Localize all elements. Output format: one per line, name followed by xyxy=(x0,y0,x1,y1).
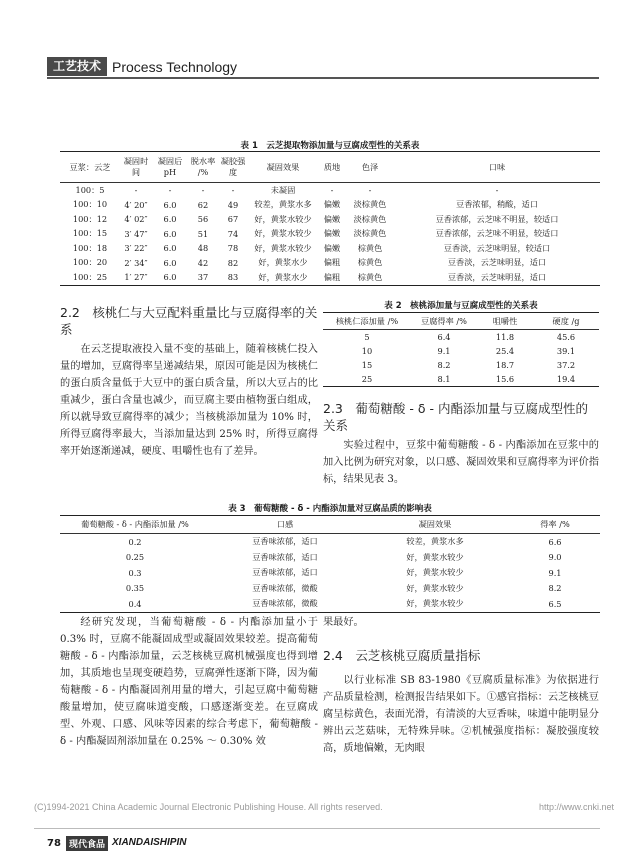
table-cell: 棕黄色 xyxy=(357,257,383,268)
table-cell: 6.0 xyxy=(163,243,177,254)
table-cell: 3′ 22″ xyxy=(124,243,148,254)
analysis-cont-text: 果最好。 xyxy=(323,617,364,628)
table-cell: 0.4 xyxy=(60,596,210,612)
table-cell: 好，黄浆水较少 xyxy=(254,228,312,239)
table-row xyxy=(60,270,600,285)
table-cell: 2′ 34″ xyxy=(124,257,148,268)
table-cell: - xyxy=(168,185,172,196)
table-cell: 好，黄浆水较少 xyxy=(254,213,312,224)
table-cell: 49 xyxy=(227,199,239,210)
table-cell: 25 xyxy=(323,372,411,387)
table-cell: 4′ 20″ xyxy=(124,199,148,210)
table-cell: 较差，黄浆水多 xyxy=(254,199,312,210)
table-cell: 67 xyxy=(227,214,239,225)
t1-header: 口味 xyxy=(394,152,600,183)
table-cell: - xyxy=(330,185,334,196)
table-cell: 好，黄浆水较少 xyxy=(406,551,464,562)
table-row xyxy=(60,550,600,566)
section-2-3-heading: 2.3 葡萄糖酸 - δ - 内酯添加量与豆腐成型性的关系 xyxy=(323,401,588,433)
section-2-3-paragraph: 实验过程中，豆浆中葡萄糖酸 - δ - 内酯添加在豆浆中的加入比例为研究对象，以口感、凝固效果和豆腐得率为评价指标，结果见表 3。 xyxy=(323,440,599,485)
table-cell: 100：20 xyxy=(72,257,108,268)
table-row xyxy=(60,198,600,213)
section-label: 工艺技术 xyxy=(47,57,107,76)
table-cell: 25.4 xyxy=(495,346,515,356)
table2 xyxy=(323,312,599,387)
table-cell: 11.8 xyxy=(495,332,515,342)
table-cell: 未凝固 xyxy=(270,184,296,195)
copyright-site[interactable]: http://www.cnki.net xyxy=(538,802,614,812)
section-2-4-paragraph: 以行业标准 SB 83-1980《豆腐质量标准》为依据进行产品质量检测，检测报告结果如下。①感官指标：云芝核桃豆腐呈棕黄色，表面光滑，有清淡的大豆香味，味道中能明显分辨出云芝菇味，无特殊异味。②机械强度指标：凝胶强度较高，质地偏嫩，无肉眼 xyxy=(323,675,599,754)
table-cell: 偏粗 xyxy=(318,270,346,285)
table-cell: 豆香味浓郁，适口 xyxy=(252,551,318,562)
t1-header: 凝固时间 xyxy=(120,152,152,183)
table-cell: 45.6 xyxy=(556,332,576,342)
table-cell: 1′ 27″ xyxy=(120,270,152,285)
t1-header: 凝固后 pH xyxy=(152,152,188,183)
table-cell: 偏嫩 xyxy=(323,199,341,210)
table-cell: 8.2 xyxy=(437,360,451,370)
table3-body xyxy=(60,534,600,613)
table-cell: 0.2 xyxy=(128,536,142,547)
table-cell: 51 xyxy=(197,228,209,239)
table-cell: 豆香浓郁，云芝味不明显，较适口 xyxy=(435,228,559,239)
table-cell: 0.35 xyxy=(125,583,145,594)
table-cell: 好，黄浆水较少 xyxy=(406,567,464,578)
table-cell: 74 xyxy=(227,228,239,239)
section-header xyxy=(47,57,237,76)
table-cell: 6.4 xyxy=(437,332,451,342)
analysis-continuation xyxy=(323,614,599,631)
table-cell: 39.1 xyxy=(556,346,576,356)
table2-caption: 表 2 核桃添加量与豆腐成型性的关系表 xyxy=(384,301,538,311)
table-cell: 豆香浓郁，稍酸，适口 xyxy=(456,199,538,210)
table-cell: 8.1 xyxy=(411,372,477,387)
table-cell: 15.6 xyxy=(477,372,533,387)
journal-name: XIANDAISHIPIN xyxy=(112,837,187,848)
t1-header: 豆浆：云芝 xyxy=(60,152,120,183)
table-cell: 100：25 xyxy=(60,270,120,285)
table-row xyxy=(60,256,600,271)
table-cell: 8.2 xyxy=(548,583,562,594)
table-cell: 好，黄浆水少 xyxy=(258,257,308,268)
table-cell: 偏粗 xyxy=(323,257,341,268)
table-cell: 10 xyxy=(361,346,373,356)
table-cell: 0.25 xyxy=(125,552,145,563)
t3-header: 凝固效果 xyxy=(360,516,510,534)
t3-header: 口感 xyxy=(210,516,360,534)
table-row xyxy=(60,565,600,581)
table-cell: 3′ 47″ xyxy=(124,228,148,239)
page-number: 78 xyxy=(47,838,61,849)
section-2-4-body xyxy=(323,672,599,757)
table-cell: 豆香淡，云芝味明显，较适口 xyxy=(443,242,551,253)
table-cell: 9.1 xyxy=(548,567,562,578)
table1-caption: 表 1 云芝提取物添加量与豆腐成型性的关系表 xyxy=(240,141,420,151)
table-row xyxy=(60,227,600,242)
table-cell: 100：12 xyxy=(72,213,108,224)
t3-header: 得率 /% xyxy=(510,516,600,534)
table-cell: 豆香味浓郁，微酸 xyxy=(252,582,318,593)
table3-caption: 表 3 葡萄糖酸 - δ - 内酯添加量对豆腐品质的影响表 xyxy=(228,504,432,514)
table-cell: 豆香味浓郁，微酸 xyxy=(210,596,360,612)
section-2-2-body xyxy=(60,341,318,460)
table-cell: 9.0 xyxy=(548,552,562,563)
table-cell: 0.3 xyxy=(128,567,142,578)
table-cell: 6.5 xyxy=(510,596,600,612)
table-cell: 棕黄色 xyxy=(357,242,383,253)
table-cell: 37.2 xyxy=(556,360,576,370)
table-cell: 100：15 xyxy=(72,228,108,239)
table-cell: 好，黄浆水少 xyxy=(248,270,318,285)
table-row xyxy=(60,596,600,612)
table-cell: - xyxy=(231,185,235,196)
table1-body xyxy=(60,183,600,286)
table-cell: - xyxy=(201,185,205,196)
table-cell: 18.7 xyxy=(495,360,515,370)
t2-header: 咀嚼性 xyxy=(477,313,533,330)
table-cell: 淡棕黄色 xyxy=(353,213,387,224)
table-cell: 6.0 xyxy=(163,257,177,268)
table-cell: 100：18 xyxy=(72,242,108,253)
table-row xyxy=(60,241,600,256)
table-cell: - xyxy=(134,185,138,196)
table2-body xyxy=(323,330,599,387)
table-row xyxy=(60,212,600,227)
table-cell: 15 xyxy=(361,360,373,370)
section-2-2-paragraph: 在云芝提取液投入量不变的基础上，随着核桃仁投入量的增加，豆腐得率呈递减结果，原因可能是因为核桃仁的蛋白质含量低于大豆中的蛋白质含量，所以大豆占的比重减少，蛋白含量也减少，而豆腐主要由植物蛋白组成，所以就导致豆腐得率的减少；当核桃添加量为 10% 时，所得豆腐得率最大，当添加量达到 25% 时，所得豆腐得率开始逐渐递减，硬度、咀嚼性也有了差异。 xyxy=(60,344,318,457)
table-cell: 棕黄色 xyxy=(346,270,394,285)
table-row xyxy=(323,344,599,358)
table-cell: 豆香淡，云芝味明显，适口 xyxy=(394,270,600,285)
t1-header: 质地 xyxy=(318,152,346,183)
table-cell: 豆香淡，云芝味明显，适口 xyxy=(447,257,547,268)
table-cell: 好，黄浆水较少 xyxy=(360,596,510,612)
table-row xyxy=(323,372,599,387)
table-cell: 偏嫩 xyxy=(323,242,341,253)
table-cell: 偏嫩 xyxy=(323,228,341,239)
table-cell: - xyxy=(495,185,499,196)
table-cell: 6.0 xyxy=(163,199,177,210)
t2-header: 豆腐得率 /% xyxy=(411,313,477,330)
table-cell: 83 xyxy=(218,270,248,285)
table-cell: 6.0 xyxy=(152,270,188,285)
table-cell: 豆香味浓郁，适口 xyxy=(252,536,318,547)
table3 xyxy=(60,515,600,613)
table-cell: 淡棕黄色 xyxy=(353,199,387,210)
table-row xyxy=(60,581,600,597)
table-cell: 较差，黄浆水多 xyxy=(406,536,464,547)
table-cell: 4′ 02″ xyxy=(124,214,148,225)
t1-header: 凝胶强度 xyxy=(218,152,248,183)
table-cell: 56 xyxy=(197,214,209,225)
table-cell: 淡棕黄色 xyxy=(353,228,387,239)
table-cell: 6.0 xyxy=(163,214,177,225)
header-rule xyxy=(47,77,599,79)
table-cell: 37 xyxy=(188,270,218,285)
t3-header: 葡萄糖酸 - δ - 内酯添加量 /% xyxy=(60,516,210,534)
table-cell: 19.4 xyxy=(533,372,599,387)
table-cell: 6.6 xyxy=(548,536,562,547)
t1-header: 色泽 xyxy=(346,152,394,183)
table-cell: 78 xyxy=(227,243,239,254)
table-cell: 62 xyxy=(197,199,209,210)
table-row xyxy=(323,330,599,345)
table-cell: 6.0 xyxy=(163,228,177,239)
section-title: Process Technology xyxy=(112,58,238,75)
table-cell: 好，黄浆水较少 xyxy=(406,582,464,593)
t2-header: 核桃仁添加量 /% xyxy=(323,313,411,330)
t1-header: 脱水率 /% xyxy=(188,152,218,183)
table-row xyxy=(60,534,600,550)
copyright-line xyxy=(34,802,614,812)
table-row xyxy=(60,183,600,198)
table-cell: 48 xyxy=(197,243,209,254)
section-2-3-body xyxy=(323,437,599,488)
table-cell: 偏嫩 xyxy=(323,213,341,224)
analysis-paragraph: 经研究发现，当葡萄糖酸 - δ - 内酯添加量小于 0.3% 时，豆腐不能凝固成型或凝固效果较差。提高葡萄糖酸 - δ - 内酯添加量，云芝核桃豆腐机械强度也得到增加，其质地也呈现变硬趋势，豆腐弹性逐渐下降，因为葡萄糖酸 - δ - 内酯凝固剂用量的增大，引起豆腐中葡萄糖酸量增加，使豆腐味道变酸，口感逐渐变差。在豆腐成型、外观、口感、风味等因素的综合考虑下，葡萄糖酸 - δ - 内酯凝固剂添加量在 0.25% ～ 0.30% 效 xyxy=(60,617,318,747)
table-cell: 5 xyxy=(364,332,370,342)
section-2-2-heading: 2.2 核桃仁与大豆配料重量比与豆腐得率的关系 xyxy=(60,305,318,337)
table-cell: - xyxy=(368,185,372,196)
table-cell: 100：5 xyxy=(75,184,105,195)
analysis-body xyxy=(60,614,318,750)
table-cell: 82 xyxy=(227,257,239,268)
footer-rule xyxy=(34,828,600,829)
t1-header: 凝固效果 xyxy=(248,152,318,183)
table1 xyxy=(60,151,600,286)
table-cell: 42 xyxy=(197,257,209,268)
table-cell: 9.1 xyxy=(437,346,451,356)
section-2-4-heading: 2.4 云芝核桃豆腐质量指标 xyxy=(323,648,481,663)
journal-logo: 现代食品 xyxy=(66,836,108,851)
copyright-text: (C)1994-2021 China Academic Journal Electronic Publishing House. All rights reserved. xyxy=(34,802,383,812)
table-cell: 豆香味浓郁，适口 xyxy=(252,567,318,578)
table-cell: 豆香浓郁，云芝味不明显，较适口 xyxy=(435,213,559,224)
table-row xyxy=(323,358,599,372)
table-cell: 好，黄浆水较少 xyxy=(254,242,312,253)
t2-header: 硬度 /g xyxy=(533,313,599,330)
table-cell: 100：10 xyxy=(72,199,108,210)
